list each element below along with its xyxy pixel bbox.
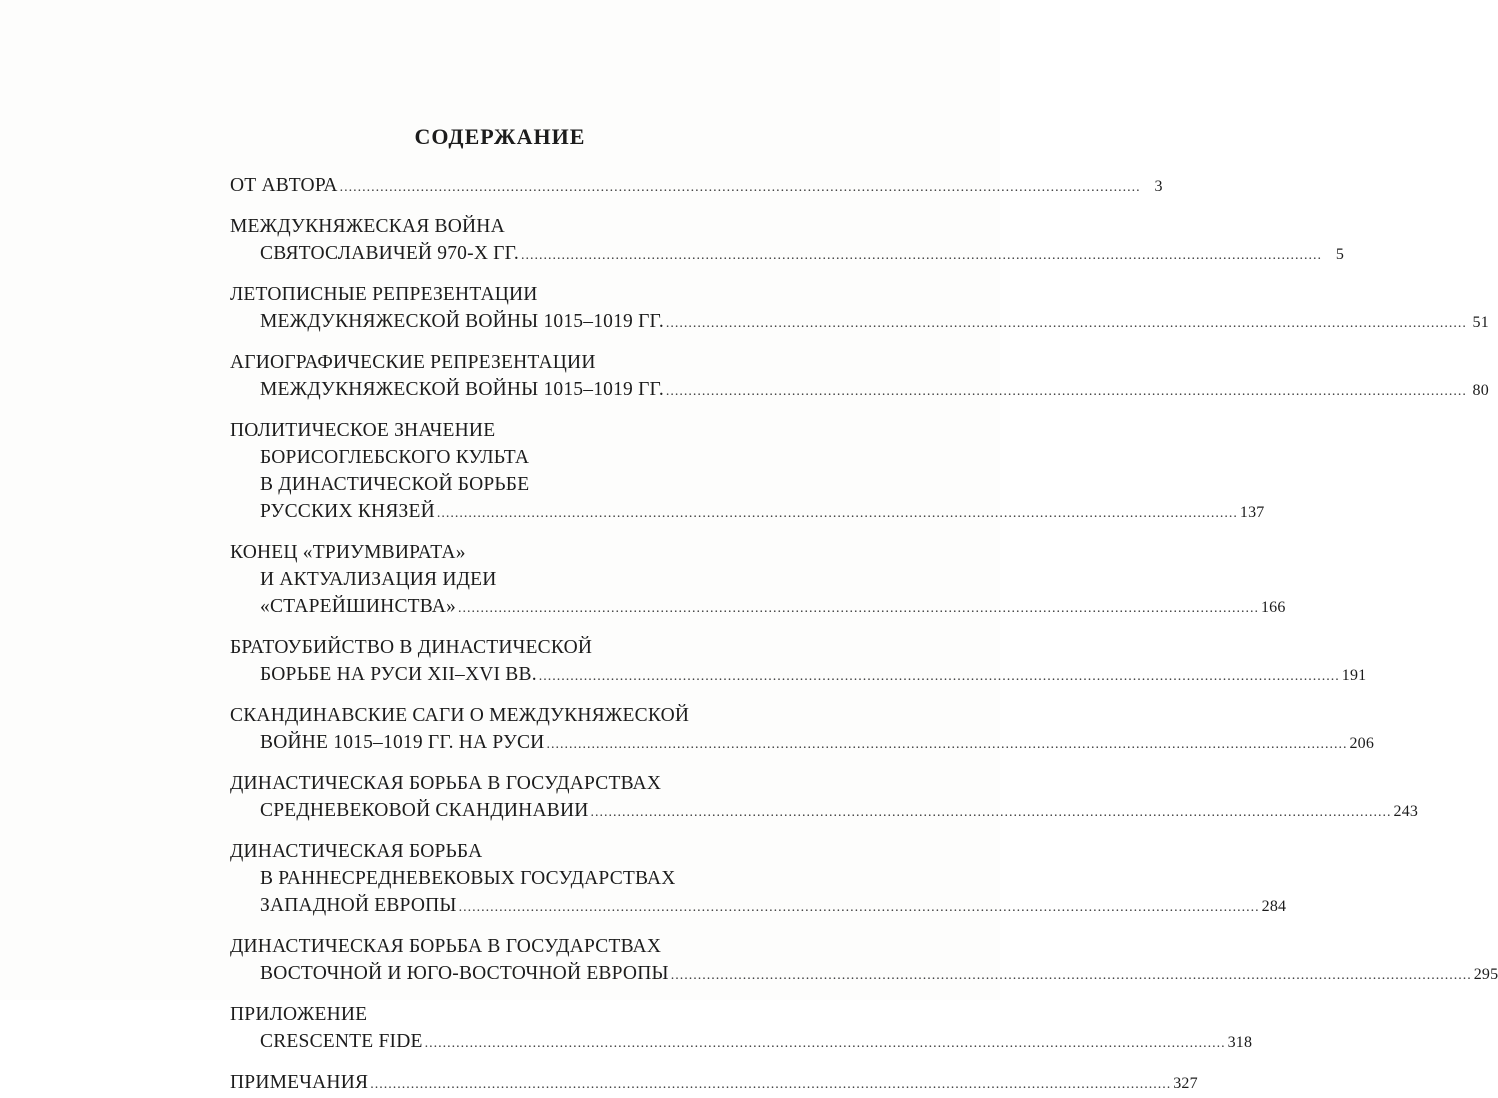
toc-entry-title-text: В ДИНАСТИЧЕСКОЙ БОРЬБЕ: [260, 474, 530, 495]
toc-entry-title-text: КОНЕЦ «ТРИУМВИРАТА»: [230, 542, 466, 563]
toc-entry-line: [230, 539, 752, 566]
toc-entry: [230, 417, 1265, 525]
toc-entry-line: [230, 1001, 752, 1028]
toc-entry-title-text: БРАТОУБИЙСТВО В ДИНАСТИЧЕСКОЙ: [230, 637, 593, 658]
dot-leader: ..................................................................................................................................................................................: [665, 316, 1467, 331]
toc-entry: [230, 838, 1287, 919]
toc-entry-title-text: ЛЕТОПИСНЫЕ РЕПРЕЗЕНТАЦИИ: [230, 284, 538, 305]
dot-leader: ..................................................................................................................................................................................: [665, 384, 1467, 399]
toc-entry-title-text: РУССКИХ КНЯЗЕЙ: [260, 501, 435, 522]
toc-entry-title-text: В РАННЕСРЕДНЕВЕКОВЫХ ГОСУДАРСТВАХ: [260, 868, 676, 889]
toc-entry-title-text: МЕЖДУКНЯЖЕСКАЯ ВОЙНА: [230, 216, 505, 237]
toc-entry-last-line: [230, 376, 1489, 403]
toc-entry-line: [230, 349, 752, 376]
page-number: 137: [1239, 504, 1265, 521]
toc-entry: [230, 213, 1345, 267]
toc-entry: [230, 1069, 1198, 1096]
toc-entry-line: [230, 444, 752, 471]
toc-entry-title-text: СВЯТОСЛАВИЧЕЙ 970-Х ГГ.: [260, 243, 520, 264]
dot-leader: ..................................................................................................................................................................................: [458, 900, 1260, 915]
toc-entry-title-text: ДИНАСТИЧЕСКАЯ БОРЬБА: [230, 841, 483, 862]
page-number: 284: [1261, 898, 1287, 915]
toc-entry-last-line: [230, 240, 1345, 267]
toc-entry-line: [230, 702, 752, 729]
toc-entry-title-text: БОРИСОГЛЕБСКОГО КУЛЬТА: [260, 447, 530, 468]
toc-entry-last-line: [230, 892, 1287, 919]
toc-entry-title-text: СКАНДИНАВСКИЕ САГИ О МЕЖДУКНЯЖЕСКОЙ: [230, 705, 690, 726]
page-number: 5: [1335, 246, 1345, 263]
toc-entry: [230, 933, 1498, 987]
toc-entry-title-text: И АКТУАЛИЗАЦИЯ ИДЕИ: [260, 569, 497, 590]
toc-entry-title-text: МЕЖДУКНЯЖЕСКОЙ ВОЙНЫ 1015–1019 ГГ.: [260, 311, 664, 332]
table-of-contents: [230, 172, 1498, 1096]
toc-entry-title-text: «СТАРЕЙШИНСТВА»: [260, 596, 456, 617]
toc-entry-last-line: [230, 498, 1265, 525]
toc-entry-title-text: CRESCENTE FIDE: [260, 1031, 423, 1052]
page-number: 295: [1473, 966, 1498, 983]
toc-entry: [230, 634, 1367, 688]
toc-entry: [230, 702, 1375, 756]
toc-entry-line: [230, 865, 752, 892]
toc-entry: [230, 281, 1489, 335]
toc-entry-line: [230, 770, 752, 797]
toc-entry-title-text: ЗАПАДНОЙ ЕВРОПЫ: [260, 895, 457, 916]
toc-entry: [230, 770, 1419, 824]
toc-entry-line: [230, 213, 752, 240]
dot-leader: ..................................................................................................................................................................................: [670, 968, 1472, 983]
toc-entry-line: [230, 281, 752, 308]
toc-entry-last-line: [230, 1028, 1253, 1055]
page-number: 327: [1173, 1075, 1198, 1092]
toc-entry-title-text: ВОЙНЕ 1015–1019 ГГ. НА РУСИ: [260, 732, 545, 753]
toc-entry-line: [230, 566, 752, 593]
toc-entry-title-text: ОТ АВТОРА: [230, 175, 338, 196]
toc-entry-line: [230, 471, 752, 498]
dot-leader: ..................................................................................................................................................................................: [436, 506, 1238, 521]
toc-entry-line: [230, 417, 752, 444]
toc-entry-last-line: [230, 1069, 1198, 1096]
toc-entry-last-line: [230, 729, 1375, 756]
toc-entry-title-text: ПРИЛОЖЕНИЕ: [230, 1004, 368, 1025]
toc-entry-title-text: ДИНАСТИЧЕСКАЯ БОРЬБА В ГОСУДАРСТВАХ: [230, 936, 662, 957]
page-number: 3: [1154, 178, 1163, 195]
page-number: 51: [1472, 314, 1489, 331]
dot-leader: ..................................................................................................................................................................................: [538, 669, 1340, 684]
toc-entry-last-line: [230, 960, 1498, 987]
page-number: 243: [1393, 803, 1419, 820]
toc-entry-line: [230, 634, 752, 661]
dot-leader: ..................................................................................................................................................................................: [424, 1036, 1226, 1051]
toc-entry-title-text: ДИНАСТИЧЕСКАЯ БОРЬБА В ГОСУДАРСТВАХ: [230, 773, 662, 794]
toc-entry: [230, 172, 1163, 199]
page-number: 318: [1227, 1034, 1253, 1051]
toc-entry-last-line: [230, 593, 1286, 620]
toc-entry-last-line: [230, 797, 1419, 824]
toc-entry-title-text: СРЕДНЕВЕКОВОЙ СКАНДИНАВИИ: [260, 800, 589, 821]
toc-entry: [230, 349, 1489, 403]
toc-entry: [230, 1001, 1253, 1055]
toc-entry: [230, 539, 1286, 620]
toc-entry-title-text: ВОСТОЧНОЙ И ЮГО-ВОСТОЧНОЙ ЕВРОПЫ: [260, 963, 669, 984]
toc-entry-line: [230, 933, 752, 960]
page-title: СОДЕРЖАНИЕ: [414, 124, 586, 149]
toc-entry-title-text: ПРИМЕЧАНИЯ: [230, 1072, 369, 1093]
toc-entry-last-line: [230, 661, 1367, 688]
toc-entry-title-text: ПОЛИТИЧЕСКОЕ ЗНАЧЕНИЕ: [230, 420, 496, 441]
toc-entry-line: [230, 838, 752, 865]
toc-entry-last-line: [230, 172, 1163, 199]
toc-entry-title-text: АГИОГРАФИЧЕСКИЕ РЕПРЕЗЕНТАЦИИ: [230, 352, 596, 373]
page-number: 191: [1341, 667, 1367, 684]
page-number: 80: [1472, 382, 1489, 399]
dot-leader: ..................................................................................................................................................................................: [590, 805, 1392, 820]
dot-leader: ..................................................................................................................................................................................: [457, 601, 1259, 616]
dot-leader: ..................................................................................................................................................................................: [370, 1077, 1172, 1092]
toc-entry-last-line: [230, 308, 1489, 335]
toc-entry-title-text: МЕЖДУКНЯЖЕСКОЙ ВОЙНЫ 1015–1019 ГГ.: [260, 379, 664, 400]
dot-leader: ..................................................................................................................................................................................: [546, 737, 1348, 752]
dot-leader: ..................................................................................................................................................................................: [521, 248, 1323, 263]
page-number: 166: [1260, 599, 1286, 616]
dot-leader: ..................................................................................................................................................................................: [339, 180, 1141, 195]
toc-entry-title-text: БОРЬБЕ НА РУСИ XII–XVI ВВ.: [260, 664, 537, 685]
page-number: 206: [1349, 735, 1375, 752]
